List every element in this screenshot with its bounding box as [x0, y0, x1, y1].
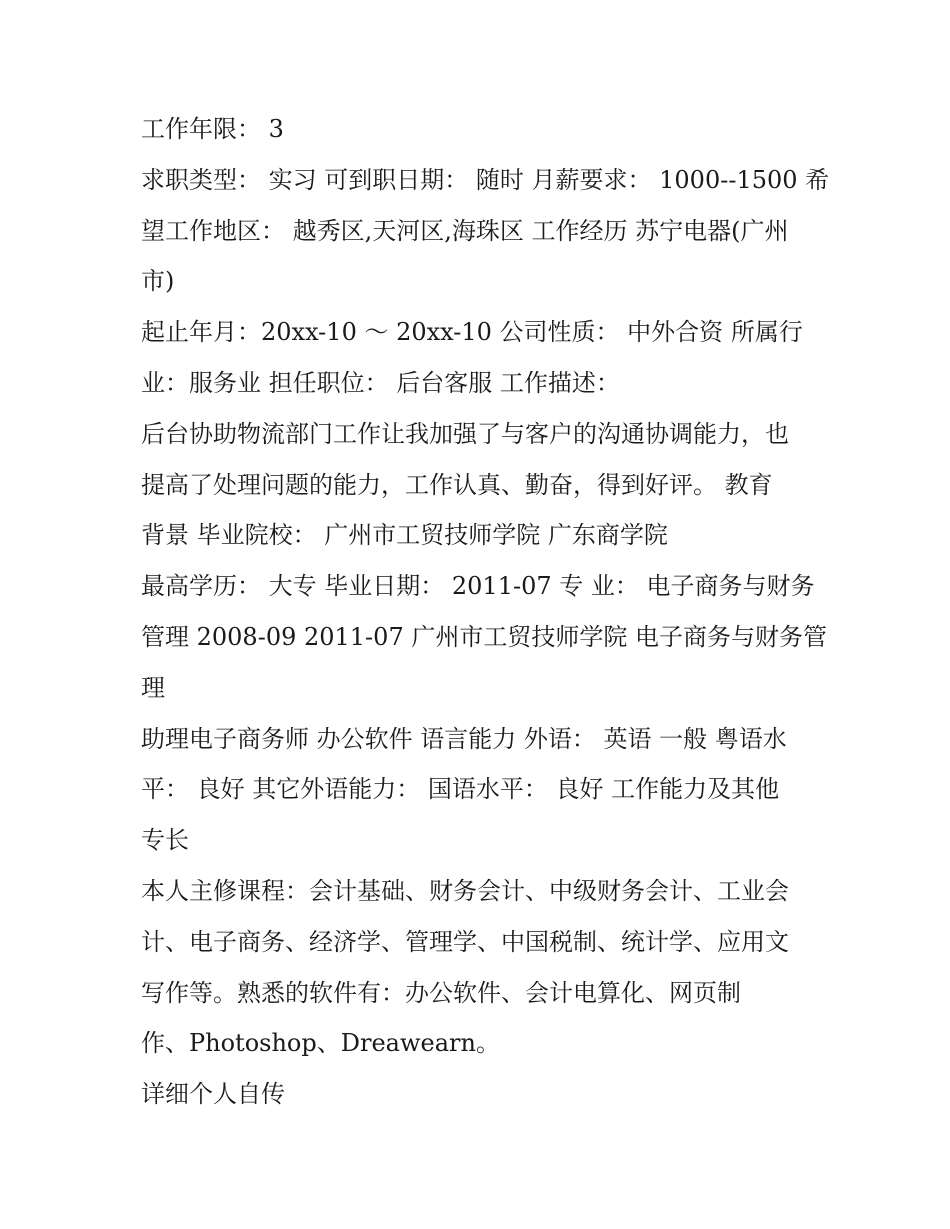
text-line-job-description-1: 后台协助物流部门工作让我加强了与客户的沟通协调能力，也	[141, 419, 789, 448]
text-line-languages: 平： 良好 其它外语能力： 国语水平： 良好 工作能力及其他	[141, 775, 780, 804]
text-line-education-period-end: 理	[141, 673, 165, 702]
text-line-industry: 业：服务业 担任职位： 后台客服 工作描述：	[141, 368, 620, 397]
text-line-job-description-2: 提高了处理问题的能力，工作认真、勤奋，得到好评。 教育	[141, 470, 773, 499]
text-line-courses-2: 计、电子商务、经济学、管理学、中国税制、统计学、应用文	[141, 927, 789, 956]
text-line-highest-degree: 最高学历： 大专 毕业日期： 2011-07 专 业： 电子商务与财务	[141, 572, 815, 601]
text-line-period: 起止年月：20xx-10 ～ 20xx-10 公司性质： 中外合资 所属行	[141, 318, 803, 347]
resume-text-block	[141, 104, 830, 1120]
text-line-software-2: 作、Photoshop、Dreawearn。	[141, 1029, 500, 1058]
text-line-software-1: 写作等。熟悉的软件有：办公软件、会计电算化、网页制	[141, 978, 741, 1007]
text-line-job-type: 求职类型： 实习 可到职日期： 随时 月薪要求： 1000--1500 希	[141, 165, 830, 194]
text-line-education: 背景 毕业院校： 广州市工贸技师学院 广东商学院	[141, 521, 668, 550]
text-line-desired-location: 望工作地区： 越秀区,天河区,海珠区 工作经历 苏宁电器(广州	[141, 216, 789, 245]
text-line-courses-1: 本人主修课程：会计基础、财务会计、中级财务会计、工业会	[141, 876, 789, 905]
text-line-education-period: 管理 2008-09 2011-07 广州市工贸技师学院 电子商务与财务管	[141, 622, 827, 651]
text-line-work-years: 工作年限： 3	[141, 115, 284, 143]
text-line-certificates: 助理电子商务师 办公软件 语言能力 外语： 英语 一般 粤语水	[141, 724, 787, 753]
text-line-specialty: 专长	[141, 826, 189, 855]
text-line-autobiography-heading: 详细个人自传	[141, 1080, 285, 1109]
text-line-city: 市)	[141, 267, 175, 296]
